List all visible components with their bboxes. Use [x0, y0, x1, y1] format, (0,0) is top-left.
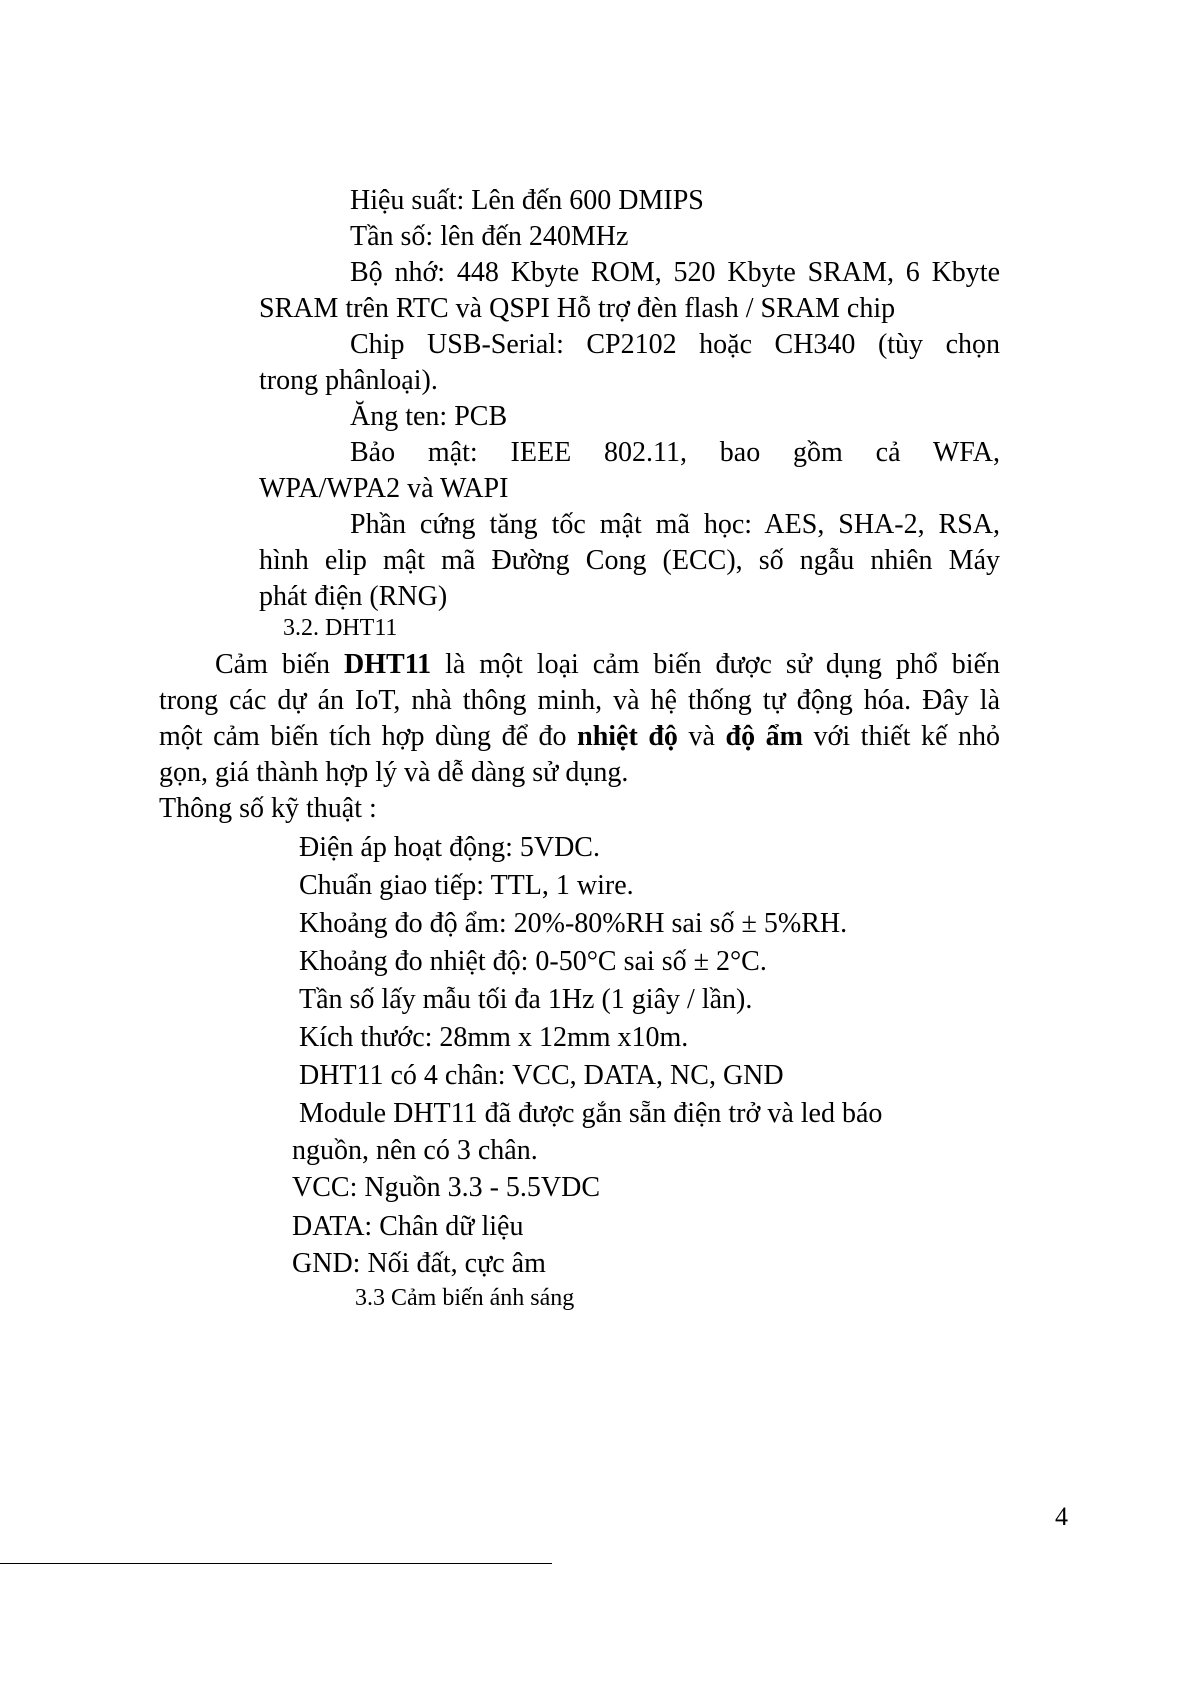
intro-text-a: Cảm biến	[215, 649, 345, 680]
spec-antenna: Ăng ten: PCB	[350, 401, 508, 432]
spec-item: Khoảng đo độ ẩm: 20%-80%RH sai số ± 5%RH.	[299, 908, 848, 939]
section-heading-light-sensor: 3.3 Cảm biến ánh sáng	[355, 1285, 575, 1311]
spec-item: Module DHT11 đã được gắn sẵn điện trở và led báo	[299, 1098, 883, 1129]
spec-crypto-line2: hình elip mật mã Đường Cong (ECC), số ngẫu nhiên Máy	[259, 545, 1000, 576]
spec-frequency: Tần số: lên đến 240MHz	[350, 221, 629, 252]
section-heading-dht11: 3.2. DHT11	[283, 615, 398, 641]
page-number: 4	[1055, 1502, 1068, 1531]
spec-memory-line1: Bộ nhớ: 448 Kbyte ROM, 520 Kbyte SRAM, 6 Kbyte	[350, 257, 1000, 288]
spec-item: Tần số lấy mẫu tối đa 1Hz (1 giây / lần).	[299, 984, 753, 1015]
spec-item: Điện áp hoạt động: 5VDC.	[299, 832, 600, 863]
intro-text-b: là một loại cảm biến được sử dụng phổ biến	[431, 649, 1000, 680]
pin-item: GND: Nối đất, cực âm	[292, 1248, 546, 1279]
intro-line-3	[159, 719, 1000, 755]
spec-item: Khoảng đo nhiệt độ: 0-50°C sai số ± 2°C.	[299, 946, 767, 977]
pin-item: VCC: Nguồn 3.3 - 5.5VDC	[292, 1172, 601, 1203]
intro-bold-temperature: nhiệt độ	[577, 721, 678, 752]
spec-usb-line1: Chip USB-Serial: CP2102 hoặc CH340 (tùy chọn	[350, 329, 1000, 360]
spec-crypto-line3: phát điện (RNG)	[259, 581, 448, 612]
intro-line-1	[215, 647, 1000, 683]
intro-line-4: gọn, giá thành hợp lý và dễ dàng sử dụng.	[159, 757, 629, 788]
spec-security-line2: WPA/WPA2 và WAPI	[259, 473, 509, 504]
intro-bold-dht11: DHT11	[344, 649, 432, 680]
module-continuation: nguồn, nên có 3 chân.	[292, 1135, 538, 1166]
intro-line-2: trong các dự án IoT, nhà thông minh, và hệ thống tự động hóa. Đây là	[159, 685, 1000, 716]
spec-performance: Hiệu suất: Lên đến 600 DMIPS	[350, 185, 704, 216]
footer-rule	[0, 1563, 552, 1564]
intro-bold-humidity: độ ẩm	[725, 721, 803, 752]
spec-crypto-line1: Phần cứng tăng tốc mật mã học: AES, SHA-2, RSA,	[350, 509, 1000, 540]
spec-item: DHT11 có 4 chân: VCC, DATA, NC, GND	[299, 1060, 784, 1091]
intro-text-e: với thiết kế nhỏ	[802, 721, 1000, 752]
pin-item: DATA: Chân dữ liệu	[292, 1211, 524, 1242]
spec-usb-line2: trong phânloại).	[259, 365, 438, 396]
intro-text-c: một cảm biến tích hợp dùng để đo	[159, 721, 578, 752]
spec-item: Chuẩn giao tiếp: TTL, 1 wire.	[299, 870, 634, 901]
intro-text-d: và	[677, 721, 726, 752]
spec-security-line1: Bảo mật: IEEE 802.11, bao gồm cả WFA,	[350, 437, 1000, 468]
specs-title: Thông số kỹ thuật :	[159, 793, 377, 824]
spec-item: Kích thước: 28mm x 12mm x10m.	[299, 1022, 689, 1053]
spec-memory-line2: SRAM trên RTC và QSPI Hỗ trợ đèn flash / SRAM chip	[259, 293, 896, 324]
